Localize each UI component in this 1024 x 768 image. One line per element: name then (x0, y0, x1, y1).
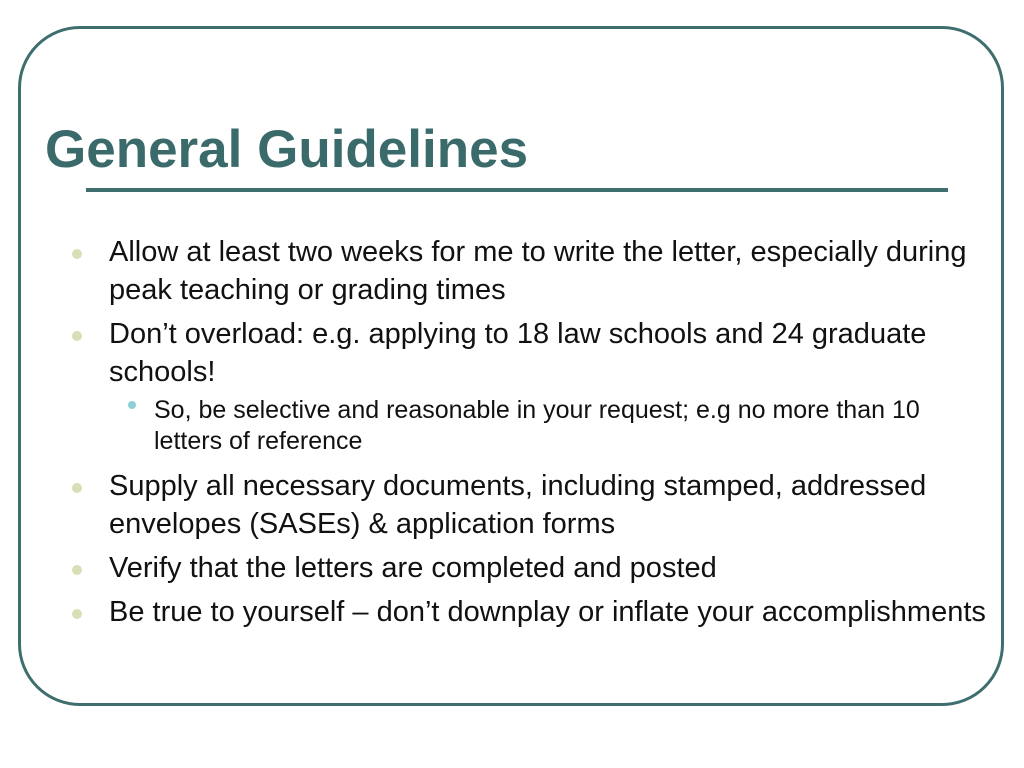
bullet-item (0, 467, 1024, 543)
bullet-item (0, 593, 1024, 631)
sub-bullet-text: So, be selective and reasonable in your request; e.g no more than 10 letters of reference (154, 396, 920, 455)
bullet-item (0, 315, 1024, 391)
bullet-text: Don’t overload: e.g. applying to 18 law schools and 24 graduate schools! (109, 318, 927, 388)
sub-bullet-icon (128, 401, 136, 409)
slide-title: General Guidelines (45, 120, 529, 179)
title-underline (86, 188, 948, 192)
bullet-icon (72, 331, 82, 341)
bullet-item (0, 549, 1024, 587)
bullet-text: Verify that the letters are completed and posted (109, 552, 717, 584)
bullet-text: Supply all necessary documents, including stamped, addressed envelopes (SASEs) & application forms (109, 470, 927, 540)
bullet-list (0, 233, 1024, 637)
bullet-text: Be true to yourself – don’t downplay or inflate your accomplishments (109, 596, 986, 628)
bullet-icon (72, 565, 82, 575)
sub-bullet-item (0, 395, 1024, 457)
bullet-item (0, 233, 1024, 309)
bullet-icon (72, 249, 82, 259)
bullet-icon (72, 483, 82, 493)
bullet-text: Allow at least two weeks for me to write the letter, especially during peak teaching or grading times (109, 236, 967, 306)
bullet-icon (72, 609, 82, 619)
